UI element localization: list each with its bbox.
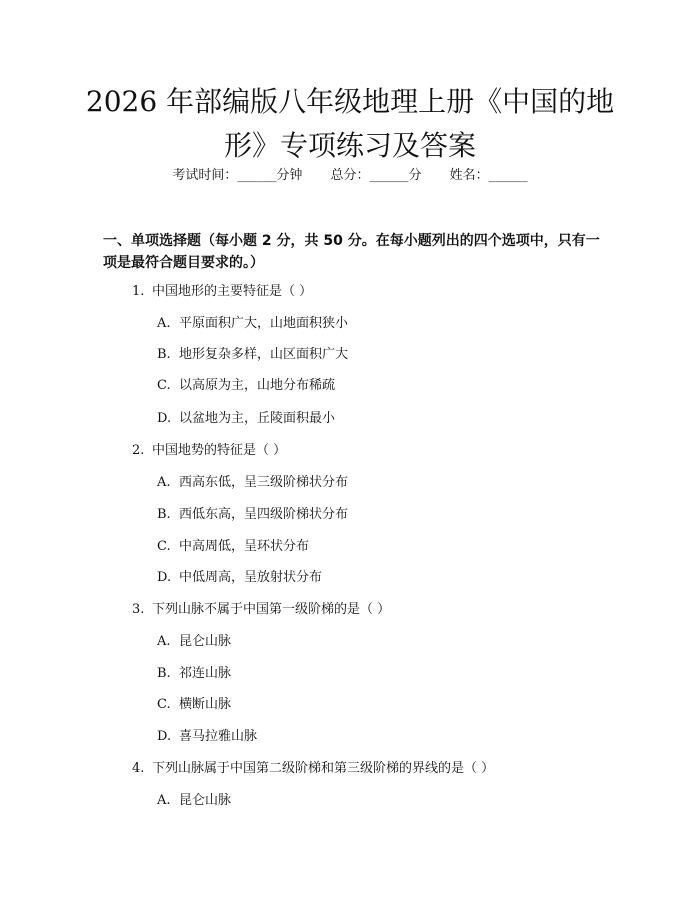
option-text: 昆仑山脉 xyxy=(179,634,232,649)
option-letter: A. xyxy=(157,475,171,490)
option-letter: C. xyxy=(157,697,171,712)
question xyxy=(132,759,494,779)
option xyxy=(157,409,335,429)
option-text: 平原面积广大，山地面积狭小 xyxy=(179,316,349,331)
option xyxy=(157,376,335,396)
option xyxy=(157,345,348,365)
option-text: 昆仑山脉 xyxy=(179,793,232,808)
option-text: 西低东高，呈四级阶梯状分布 xyxy=(179,507,349,522)
option-text: 西高东低，呈三级阶梯状分布 xyxy=(179,475,349,490)
option xyxy=(157,473,348,493)
option-text: 喜马拉雅山脉 xyxy=(179,729,258,744)
option-text: 横断山脉 xyxy=(179,697,232,712)
option xyxy=(157,695,231,715)
question-text: 中国地势的特征是（ ） xyxy=(152,443,287,458)
question-text: 下列山脉属于中国第二级阶梯和第三级阶梯的界线的是（ ） xyxy=(152,761,495,776)
option xyxy=(157,727,257,747)
option-letter: D. xyxy=(157,570,172,585)
option-letter: A. xyxy=(157,634,171,649)
title-line-1: 2026 年部编版八年级地理上册《中国的地 xyxy=(85,85,615,118)
question-number: 4. xyxy=(132,761,145,776)
option-letter: B. xyxy=(157,347,171,362)
option xyxy=(157,632,231,652)
student-name-field: 姓名：______ xyxy=(449,168,528,183)
option xyxy=(157,791,231,811)
option-letter: B. xyxy=(157,507,171,522)
question-number: 3. xyxy=(132,602,145,617)
option-letter: D. xyxy=(157,411,172,426)
question xyxy=(132,441,286,461)
option-letter: C. xyxy=(157,539,171,554)
option-text: 中高周低，呈环状分布 xyxy=(179,539,310,554)
option-text: 中低周高，呈放射状分布 xyxy=(179,570,323,585)
option-text: 以盆地为主，丘陵面积最小 xyxy=(179,411,336,426)
option xyxy=(157,537,309,557)
question-number: 2. xyxy=(132,443,145,458)
exam-info xyxy=(0,166,700,186)
option xyxy=(157,314,348,334)
option-letter: A. xyxy=(157,316,171,331)
section-heading: 一、单项选择题（每小题 2 分，共 50 分。在每小题列出的四个选项中，只有一项是最符合题目要求的。） xyxy=(103,233,600,271)
question xyxy=(132,600,390,620)
option-letter: A. xyxy=(157,793,171,808)
option xyxy=(157,568,322,588)
option-text: 地形复杂多样，山区面积广大 xyxy=(179,347,349,362)
page-title xyxy=(60,80,640,168)
question-text: 中国地形的主要特征是（ ） xyxy=(152,284,313,299)
option-text: 祁连山脉 xyxy=(179,666,232,681)
option-letter: D. xyxy=(157,729,172,744)
question-number: 1. xyxy=(132,284,145,299)
title-line-2: 形》专项练习及答案 xyxy=(223,129,476,162)
option xyxy=(157,505,348,525)
option xyxy=(157,664,231,684)
question-text: 下列山脉不属于中国第一级阶梯的是（ ） xyxy=(152,602,391,617)
option-letter: C. xyxy=(157,378,171,393)
option-text: 以高原为主，山地分布稀疏 xyxy=(179,378,336,393)
exam-time-field: 考试时间：______分钟 xyxy=(172,168,303,183)
option-letter: B. xyxy=(157,666,171,681)
question xyxy=(132,282,312,302)
total-score-field: 总分：______分 xyxy=(330,168,422,183)
